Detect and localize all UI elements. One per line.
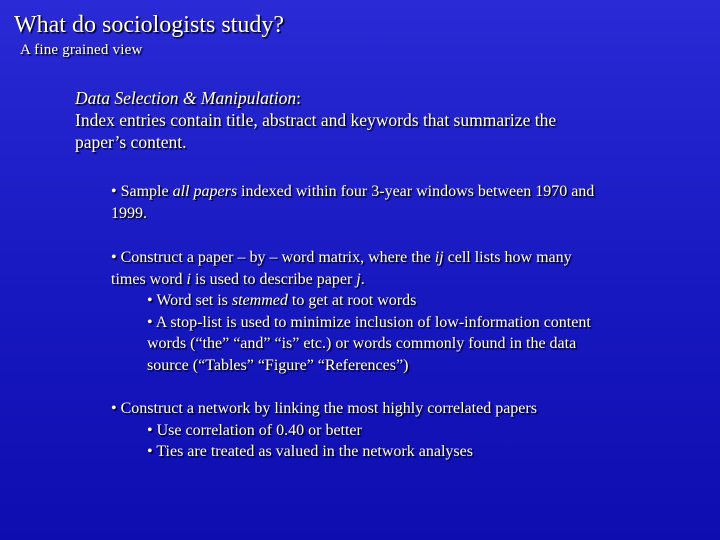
sub-bullet-stoplist-3: source (“Tables” “Figure” “References”) [147,356,409,374]
slide-title: What do sociologists study? [14,12,284,38]
bullet-sample-line-2: 1999. [111,204,147,222]
bullet-matrix-line-1 [111,247,701,269]
bullet-sample-prefix: • Sample [111,183,173,200]
section-intro [75,87,695,153]
bullet-sample-rest: indexed within four 3-year windows between 1970 and [237,183,595,200]
section-text-line-1: Index entries contain title, abstract and keywords that summarize the [75,110,557,130]
sub-bullet-stoplist-1: • A stop-list is used to minimize inclusion of low-information content [147,313,591,331]
bullet-matrix-ij: ij [434,249,444,266]
bullet-matrix-line-2 [111,269,701,291]
section-text-line-2: paper’s content. [75,132,187,152]
bullet-network-line-1: • Construct a network by linking the most highly correlated papers [111,400,537,417]
bullet-matrix-j: j [356,270,361,288]
sub-bullet-stemmed-a: • Word set is [147,292,232,309]
sub-bullet-ties: • Ties are treated as valued in the network analyses [147,443,473,460]
sub-bullet-stemmed [111,290,701,312]
sub-bullet-stoplist-2: words (“the” “and” “is” etc.) or words commonly found in the data [147,335,577,352]
bullet-sample-emphasis: all papers [172,183,238,200]
slide-subtitle: A fine grained view [20,42,143,58]
bullet-sample [111,181,701,224]
bullet-matrix-text-b: cell lists how many [443,249,572,266]
bullet-matrix-text-c: times word [111,270,187,288]
section-heading-line [75,87,695,109]
sub-bullet-correlation: • Use correlation of 0.40 or better [147,421,362,439]
bullet-network [111,398,701,463]
sub-bullet-stemmed-b: to get at root words [287,292,417,309]
bullet-matrix-text-d: is used to describe paper [191,270,357,288]
bullet-sample-line-1 [111,181,701,203]
bullet-matrix-period: . [360,270,365,288]
bullet-matrix [111,247,701,376]
sub-bullet-stemmed-emphasis: stemmed [231,292,288,309]
section-heading: Data Selection & Manipulation [75,88,297,108]
bullet-matrix-text-a: • Construct a paper – by – word matrix, where the [111,249,435,266]
bullet-matrix-i: i [186,270,191,288]
section-heading-colon: : [296,88,302,108]
